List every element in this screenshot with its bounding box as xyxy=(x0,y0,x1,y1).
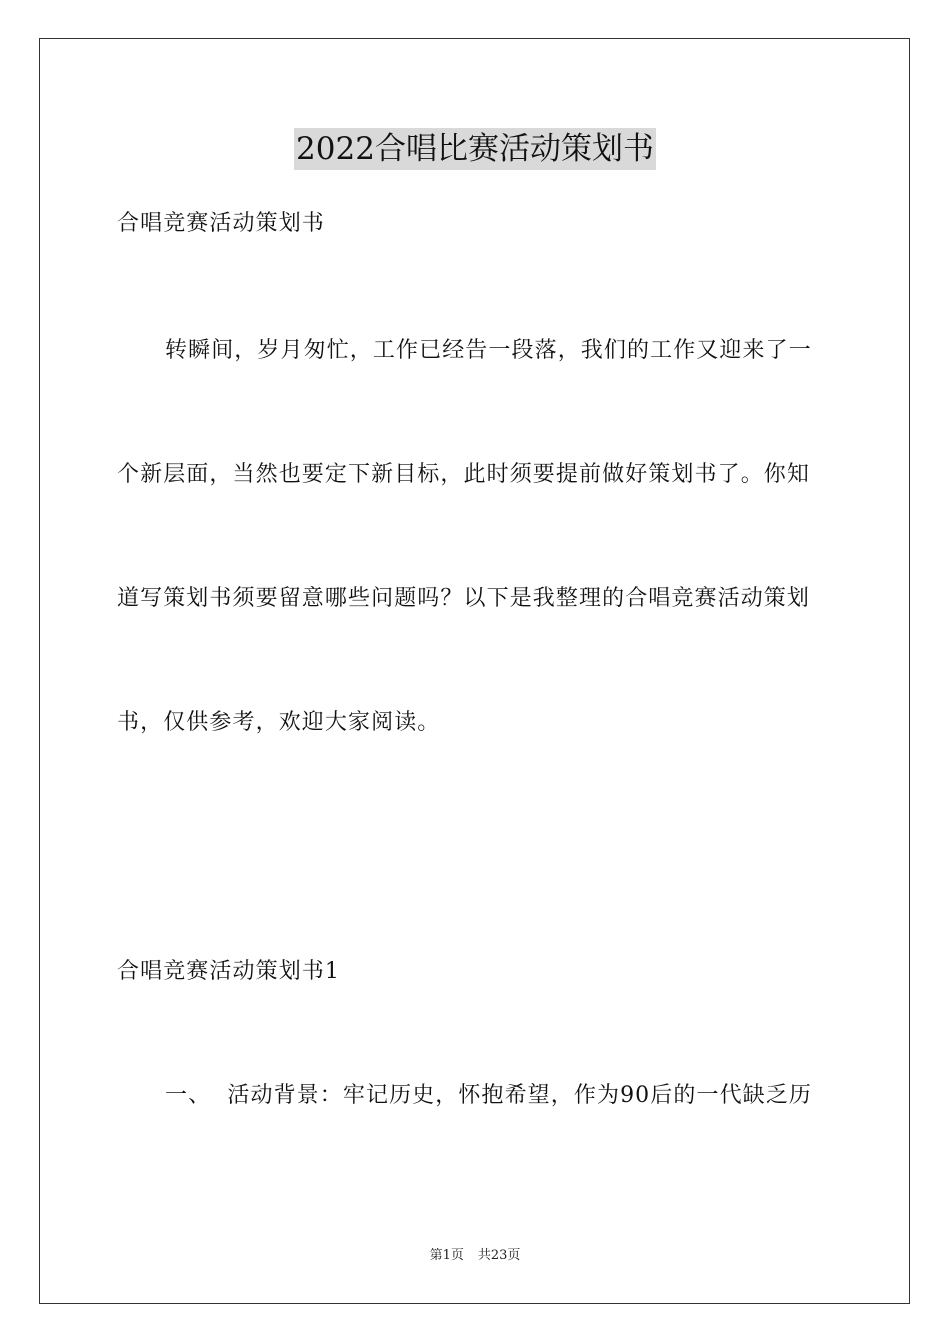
document-subtitle: 合唱竞赛活动策划书 xyxy=(117,211,325,236)
section-line-1: 一、 活动背景：牢记历史，怀抱希望，作为90后的一代缺乏历 xyxy=(165,1083,812,1108)
title-container xyxy=(0,128,950,170)
intro-line-4: 书，仅供参考，欢迎大家阅读。 xyxy=(117,710,441,735)
document-title: 2022合唱比赛活动策划书 xyxy=(294,128,656,170)
intro-line-3: 道写策划书须要留意哪些问题吗？以下是我整理的合唱竞赛活动策划 xyxy=(117,586,811,611)
intro-line-2: 个新层面，当然也要定下新目标，此时须要提前做好策划书了。你知 xyxy=(117,462,811,487)
section-heading: 合唱竞赛活动策划书1 xyxy=(117,959,340,984)
page-number-current: 第1页 xyxy=(429,1248,464,1263)
page-footer xyxy=(0,1247,950,1265)
intro-line-1: 转瞬间，岁月匆忙，工作已经告一段落，我们的工作又迎来了一 xyxy=(165,338,812,363)
page-number-total: 共23页 xyxy=(477,1248,521,1263)
